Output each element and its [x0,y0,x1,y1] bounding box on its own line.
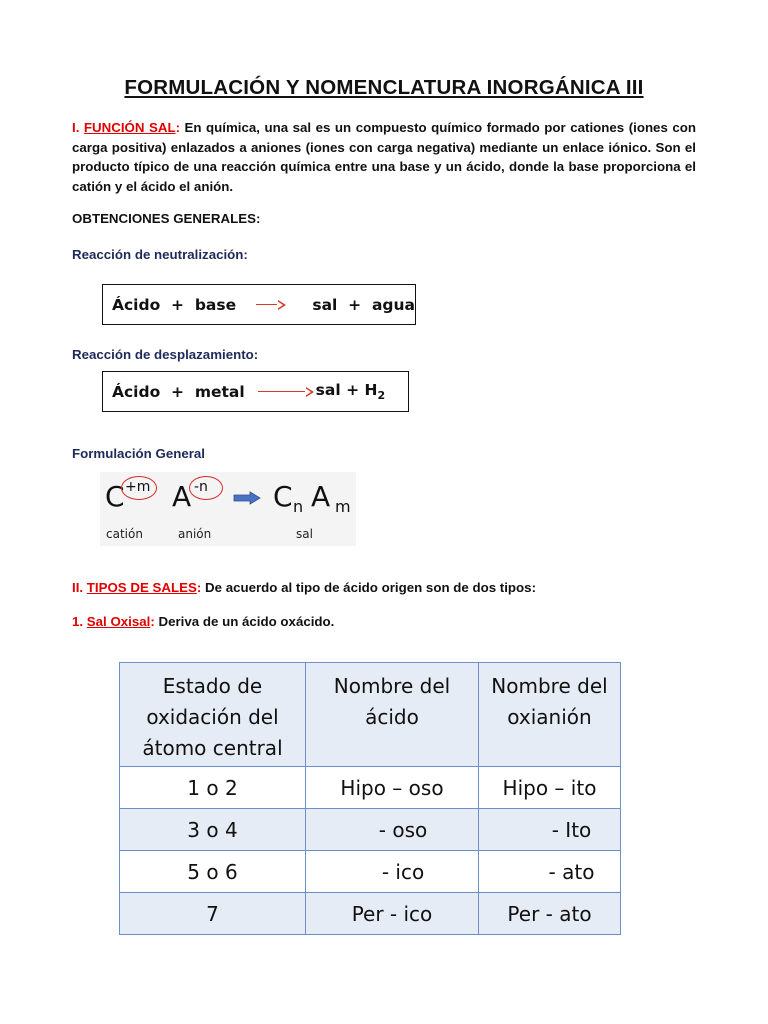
table-cell: Hipo – oso [306,767,479,809]
product-anion-subscript: m [335,497,351,516]
subsection-colon: : [150,614,155,629]
header-cell-estado: Estado de oxidación del átomo central [120,663,306,767]
intro-text: En química, una sal es un compuesto químico formado por cationes (iones con carga positiva) enlazados a aniones (iones con carga negativa) mediante un enlace iónico. Son el producto típico de una reacción química entre una base y un ácido, donde la base proporciona el catión y el ácido el anión. [72,120,697,194]
page-title: FORMULACIÓN Y NOMENCLATURA INORGÁNICA III [124,76,644,99]
block-right-arrow-icon [233,491,261,505]
oxisal-naming-table [119,662,621,935]
header-cell-oxianion: Nombre del oxianión [479,663,621,767]
section-label-tipos-de-sales: TIPOS DE SALES [86,580,197,595]
cation-charge: +m [125,479,151,495]
product-cation-subscript: n [293,497,304,516]
desplazamiento-products: sal + $H_2$ [315,380,386,403]
sal-oxisal-line [72,614,334,629]
table-cell: - Ito [479,809,621,851]
table-row [120,851,621,893]
oxisal-text: Deriva de un ácido oxácido. [154,614,335,629]
label-cation: catión [106,527,143,541]
tipos-text: De acuerdo al tipo de ácido origen son de dos tipos: [201,580,536,595]
long-right-arrow-icon [258,387,314,397]
header-cell-acido: Nombre del ácido [306,663,479,767]
tipos-de-sales-line [72,580,536,595]
neutralizacion-heading: Reacción de neutralización: [72,247,248,262]
table-row [120,767,621,809]
neutralizacion-equation-box [102,284,416,325]
intro-paragraph [72,118,696,196]
subsection-number: 1. [72,614,87,629]
table-cell: - ico [306,851,479,893]
table-cell: 7 [120,893,306,935]
label-sal: sal [296,527,313,541]
table-cell: 3 o 4 [120,809,306,851]
section-number: I. [72,120,84,135]
anion-charge: -n [194,479,208,495]
desplazamiento-heading: Reacción de desplazamiento: [72,347,259,362]
table-cell: Per - ato [479,893,621,935]
obtenciones-heading: OBTENCIONES GENERALES: [72,211,261,226]
product-cation-symbol: C [273,480,293,513]
cation-charge-circle [121,476,157,500]
general-formula-figure [100,472,356,546]
label-anion: anión [178,527,212,541]
table-cell: 5 o 6 [120,851,306,893]
section-number: II. [72,580,87,595]
neutralizacion-products: sal + agua [312,295,415,314]
neutralizacion-reactants: Ácido + base [112,295,237,314]
formulacion-heading: Formulación General [72,446,206,461]
anion-charge-circle [189,476,223,500]
section-label-funcion-sal: FUNCIÓN SAL [83,120,176,135]
table-header-row [120,663,621,767]
table-row [120,893,621,935]
desplazamiento-reactants: Ácido + metal [112,382,245,401]
subsection-label-sal-oxisal: Sal Oxisal [86,614,151,629]
table-row [120,809,621,851]
table-cell: - ato [479,851,621,893]
cation-symbol: C [105,480,125,513]
table-cell: Per - ico [306,893,479,935]
table-cell: Hipo – ito [479,767,621,809]
long-right-arrow-icon [256,300,286,310]
table-cell: 1 o 2 [120,767,306,809]
anion-symbol: A [172,480,192,513]
section-colon: : [196,580,202,595]
table-cell: - oso [306,809,479,851]
desplazamiento-equation-box [102,371,409,412]
product-anion-symbol: A [311,480,331,513]
section-colon: : [175,120,181,135]
